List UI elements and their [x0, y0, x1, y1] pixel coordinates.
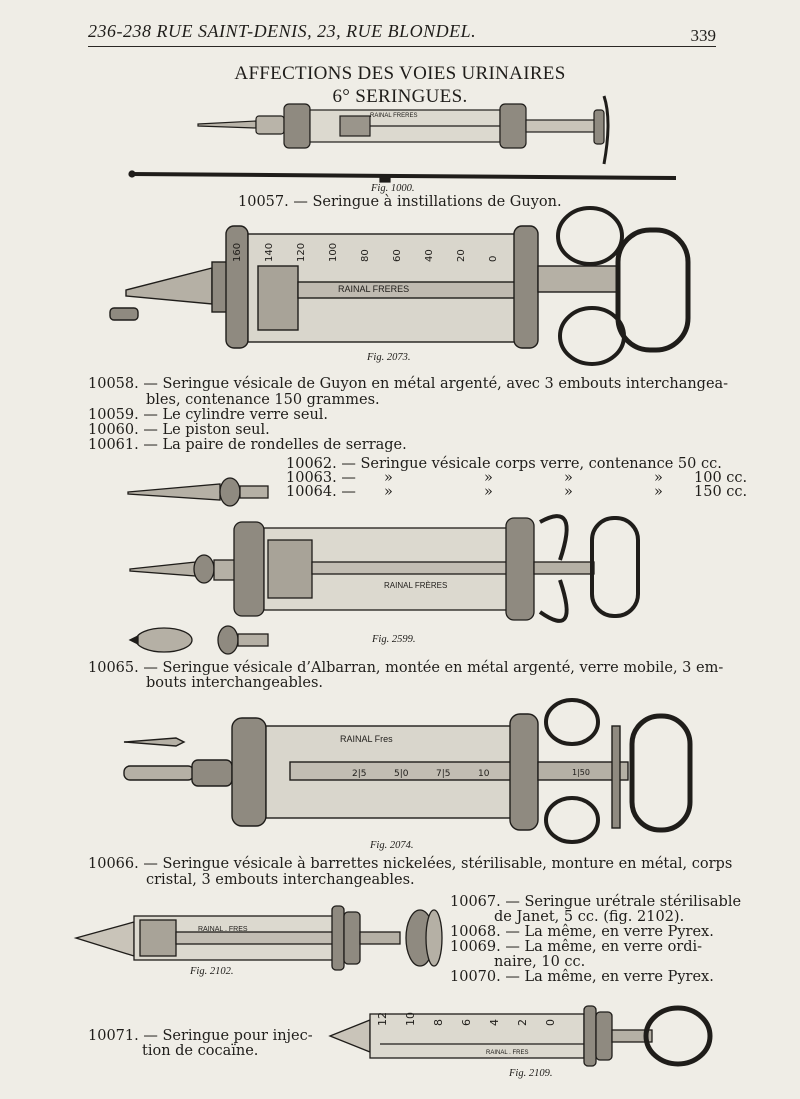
- maker-engraving-6: RAINAL . FRES: [486, 1050, 529, 1056]
- entry-10063-ditto-2: »: [484, 470, 493, 486]
- entry-10066-line2: cristal, 3 embouts interchangeables.: [146, 872, 415, 888]
- scale-2073-tick-2: 120: [296, 242, 307, 262]
- entry-10059: 10059. — Le cylindre verre seul.: [88, 407, 329, 423]
- entry-10058-line2: bles, contenance 150 grammes.: [146, 392, 380, 408]
- section-subtitle: 6° SERINGUES.: [332, 86, 468, 107]
- entry-10064-capacity: 150 cc.: [694, 484, 748, 500]
- maker-engraving-4: RAINAL Fres: [340, 734, 393, 744]
- caption-fig-2074: Fig. 2074.: [370, 840, 414, 851]
- scale-2073-tick-7: 20: [456, 249, 467, 262]
- maker-engraving-5: RAINAL . FRES: [198, 926, 248, 933]
- scale-2073-tick-4: 80: [360, 249, 371, 262]
- maker-engraving-3: RAINAL FRÈRES: [384, 581, 448, 590]
- scale-2109-tick-1: 10: [404, 1012, 417, 1026]
- scale-2109-tick-0: 12: [376, 1012, 389, 1026]
- scale-2074-end-label: 1|50: [572, 768, 590, 777]
- scale-2073-tick-5: 60: [392, 249, 403, 262]
- entry-10063-code: 10063. —: [286, 470, 356, 486]
- entry-10071-line1: 10071. — Seringue pour injec-: [88, 1028, 313, 1044]
- entry-10069-line2: naire, 10 cc.: [494, 954, 586, 970]
- scale-2073-tick-8: 0: [488, 255, 499, 262]
- caption-fig-2102: Fig. 2102.: [190, 966, 234, 977]
- entry-10067-line1: 10067. — Seringue urétrale stérilisable: [450, 894, 742, 910]
- caption-fig-2109: Fig. 2109.: [509, 1068, 553, 1079]
- scale-2074-tick-2: 7|5: [436, 769, 451, 779]
- entry-10064-ditto-4: »: [654, 484, 663, 500]
- entry-10069-line1: 10069. — La même, en verre ordi-: [450, 939, 703, 955]
- maker-engraving-2: RAINAL FRERES: [338, 284, 410, 294]
- entry-10065-line1: 10065. — Seringue vésicale d’Albarran, montée en métal argenté, verre mobile, 3 em-: [88, 660, 724, 676]
- entry-10065-line2: bouts interchangeables.: [146, 675, 324, 691]
- entry-10070: 10070. — La même, en verre Pyrex.: [450, 969, 714, 985]
- scale-2109-tick-4: 4: [488, 1019, 501, 1026]
- maker-engraving-1: RAINAL FRERES: [370, 113, 418, 119]
- entry-10058-line1: 10058. — Seringue vésicale de Guyon en métal argenté, avec 3 embouts interchangea-: [88, 376, 729, 392]
- caption-fig-1000: Fig. 1000.: [371, 183, 415, 194]
- entry-10066-line1: 10066. — Seringue vésicale à barrettes nickelées, stérilisable, monture en métal, corps: [88, 856, 733, 872]
- entry-10063-ditto-4: »: [654, 470, 663, 486]
- entry-10064-ditto-2: »: [484, 484, 493, 500]
- entry-10064-ditto-1: »: [384, 484, 393, 500]
- entry-10064-ditto-3: »: [564, 484, 573, 500]
- entry-10060: 10060. — Le piston seul.: [88, 422, 270, 438]
- entry-10057: 10057. — Seringue à instillations de Guyon.: [238, 194, 562, 210]
- scale-2073-tick-6: 40: [424, 249, 435, 262]
- section-title: AFFECTIONS DES VOIES URINAIRES: [234, 63, 566, 84]
- entry-10063-capacity: 100 cc.: [694, 470, 748, 486]
- entry-10071-line2: tion de cocaïne.: [142, 1043, 259, 1059]
- scale-2073-tick-1: 140: [264, 242, 275, 262]
- entry-10062: 10062. — Seringue vésicale corps verre, contenance 50 cc.: [286, 456, 722, 472]
- scale-2074-tick-1: 5|0: [394, 769, 409, 779]
- scale-2073-tick-0: 160: [232, 242, 243, 262]
- scale-2073-tick-3: 100: [328, 242, 339, 262]
- caption-fig-2599: Fig. 2599.: [372, 634, 416, 645]
- scale-2109-tick-2: 8: [432, 1019, 445, 1026]
- entry-10068: 10068. — La même, en verre Pyrex.: [450, 924, 714, 940]
- page-number: 339: [690, 26, 716, 45]
- scale-2109-tick-5: 2: [516, 1019, 529, 1026]
- entry-10063-ditto-1: »: [384, 470, 393, 486]
- entry-10064-code: 10064. —: [286, 484, 356, 500]
- scale-2074-tick-3: 10: [478, 769, 490, 779]
- header-address: 236-238 RUE SAINT-DENIS, 23, RUE BLONDEL.: [88, 21, 477, 41]
- scale-2074-tick-0: 2|5: [352, 769, 367, 779]
- entry-10063-ditto-3: »: [564, 470, 573, 486]
- entry-10061: 10061. — La paire de rondelles de serrage.: [88, 437, 407, 453]
- scale-2109-tick-6: 0: [544, 1019, 557, 1026]
- scale-2109-tick-3: 6: [460, 1019, 473, 1026]
- entry-10067-line2: de Janet, 5 cc. (fig. 2102).: [494, 909, 685, 925]
- caption-fig-2073: Fig. 2073.: [367, 352, 411, 363]
